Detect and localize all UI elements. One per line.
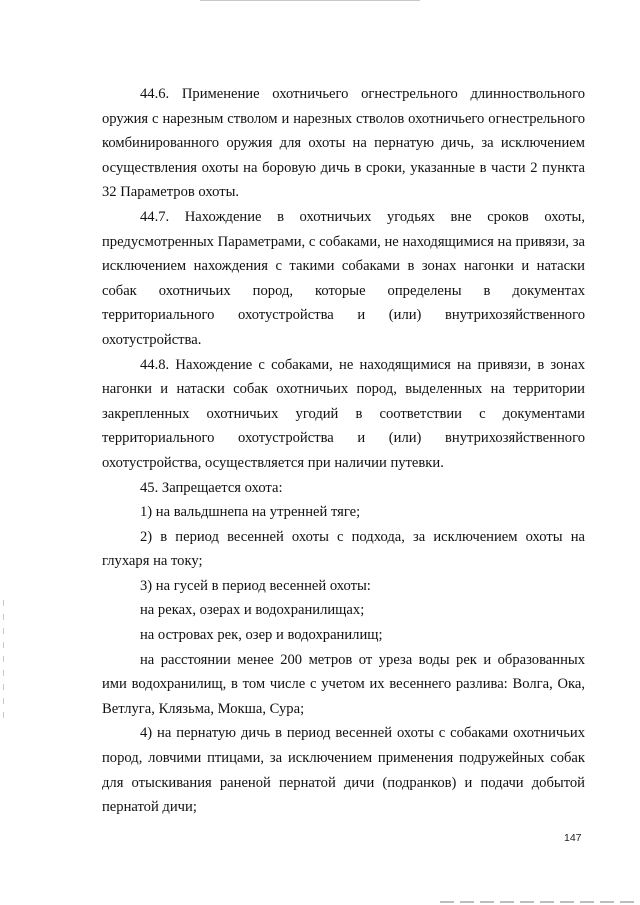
list-item-45-2: 2) в период весенней охоты с подхода, за исключением охоты на глухаря на току; (102, 528, 585, 570)
paragraph-44-6: 44.6. Применение охотничьего огнестрельного длинноствольного оружия с нарезным стволом и нарезных стволов охотничьего огнестрельного комбинированного оружия для охоты на пернатую дичь, за исключением осуществления охоты на боровую дичь в сроки, указанные в части 2 пункта 32 Параметров охоты. (102, 86, 585, 201)
paragraph-44-7: 44.7. Нахождение в охотничьих угодьях вне сроков охоты, предусмотренных Параметрами, с собаками, не находящимися на привязи, за исключением нахождения с такими собаками в зонах нагонки и натаски собак охотничьих пород, которые определены в документах территориального охотустройства и (или) внутрихозяйственного охотустройства. (102, 208, 585, 348)
scan-edge-line (200, 0, 420, 1)
page-number: 147 (564, 832, 582, 844)
scan-binding-marks (3, 600, 4, 720)
list-item-45-4: 4) на пернатую дичь в период весенней охоты с собаками охотничьих пород, ловчими птицами, за исключением применения подружейных собак для отыскивания раненой пернатой дичи (подранков) и подачи добытой пернатой дичи; (102, 725, 585, 816)
sub-item-45-3-islands: на островах рек, озер и водохранилищ; (140, 627, 383, 644)
list-item-45-1: 1) на вальдшнепа на утренней тяге; (140, 504, 361, 521)
sub-item-45-3-distance: на расстоянии менее 200 метров от уреза воды рек и образованных ими водохранилищ, в том числе с учетом их весеннего разлива: Волга, Ока, Ветлуга, Клязьма, Мокша, Сура; (102, 651, 585, 717)
scan-bottom-marks (440, 901, 640, 903)
paragraph-45: 45. Запрещается охота: (140, 479, 283, 496)
sub-item-45-3-rivers: на реках, озерах и водохранилищах; (140, 602, 365, 619)
paragraph-44-8: 44.8. Нахождение с собаками, не находящимися на привязи, в зонах нагонки и натаски собак охотничьих пород, выделенных на территории закрепленных охотничьих угодий в соответствии с документами территориального охотустройства и (или) внутрихозяйственного охотустройства, осуществляется при наличии путевки. (102, 356, 585, 471)
list-item-45-3: 3) на гусей в период весенней охоты: (140, 577, 371, 594)
document-body (102, 82, 585, 820)
